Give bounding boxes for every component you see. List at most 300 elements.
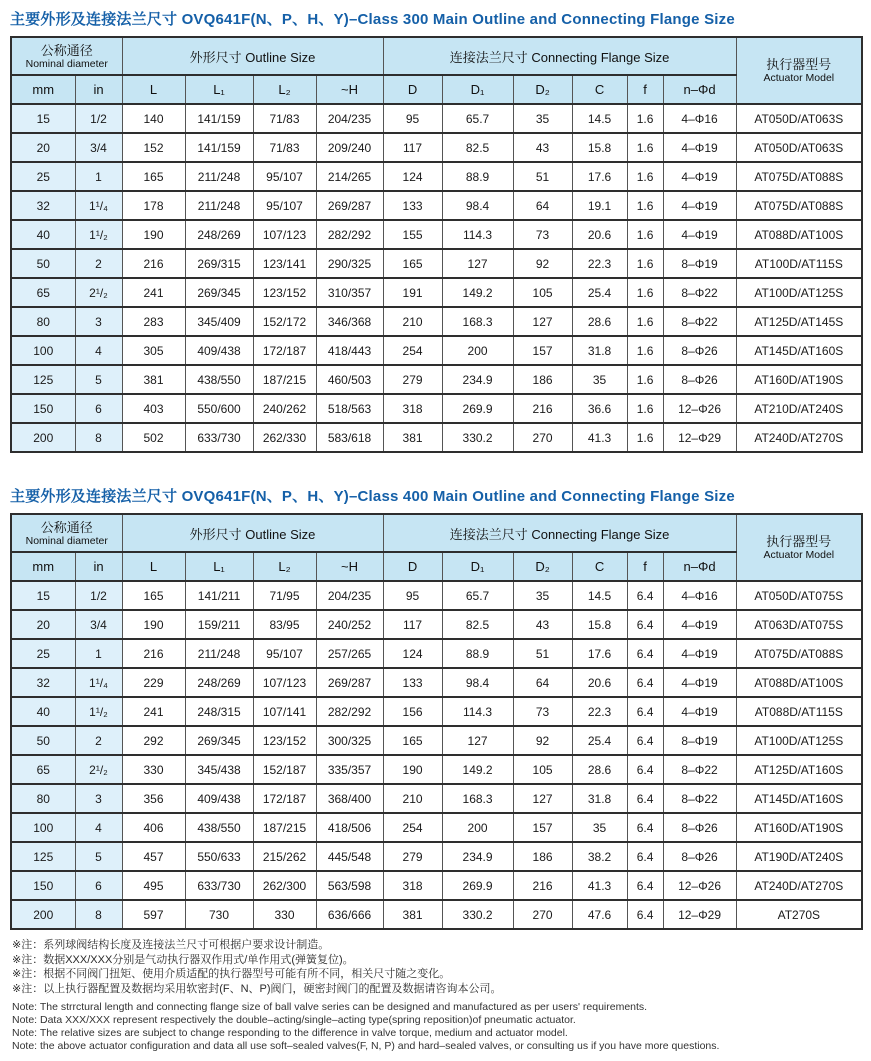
table-cell: 15.8	[572, 133, 627, 162]
table-cell: 248/269	[185, 220, 253, 249]
table-cell: 41.3	[572, 871, 627, 900]
table-row	[11, 900, 862, 929]
table-cell: 215/262	[253, 842, 316, 871]
table-cell: 88.9	[442, 639, 513, 668]
table-cell: 28.6	[572, 307, 627, 336]
table-row	[11, 104, 862, 133]
table-cell: 64	[513, 191, 572, 220]
table-cell: 31.8	[572, 784, 627, 813]
table-row	[11, 697, 862, 726]
table-cell: 8–Φ19	[663, 726, 736, 755]
table-cell: 279	[383, 842, 442, 871]
table-cell: 20	[11, 610, 75, 639]
table-cell: 6.4	[627, 581, 663, 610]
col-header-f: f	[627, 552, 663, 581]
table-cell: 100	[11, 336, 75, 365]
table-cell: 22.3	[572, 697, 627, 726]
table-cell: 36.6	[572, 394, 627, 423]
table-cell: 318	[383, 394, 442, 423]
table-cell: 12–Φ29	[663, 900, 736, 929]
table-cell: 2¹/₂	[75, 278, 122, 307]
table-row	[11, 394, 862, 423]
connecting-flange-header: 连接法兰尺寸 Connecting Flange Size	[383, 37, 736, 75]
table-cell: 403	[122, 394, 185, 423]
table-cell: 270	[513, 423, 572, 452]
table-cell: 6.4	[627, 871, 663, 900]
table-row	[11, 249, 862, 278]
table-cell: 149.2	[442, 278, 513, 307]
table-cell: AT160D/AT190S	[736, 365, 862, 394]
table-cell: 290/325	[316, 249, 383, 278]
table-cell: 127	[513, 307, 572, 336]
table-cell: 495	[122, 871, 185, 900]
table-cell: 15.8	[572, 610, 627, 639]
table-cell: 47.6	[572, 900, 627, 929]
table-cell: 200	[442, 813, 513, 842]
nominal-diameter-zh: 公称通径	[40, 42, 93, 58]
table-cell: 730	[185, 900, 253, 929]
table-cell: 82.5	[442, 610, 513, 639]
table-cell: 107/123	[253, 220, 316, 249]
table-cell: 140	[122, 104, 185, 133]
table-cell: 50	[11, 726, 75, 755]
table-cell: AT100D/AT125S	[736, 278, 862, 307]
table-cell: AT100D/AT115S	[736, 249, 862, 278]
col-header-D: D	[383, 75, 442, 104]
table-cell: AT190D/AT240S	[736, 842, 862, 871]
table-cell: 92	[513, 249, 572, 278]
table-cell: 4	[75, 813, 122, 842]
table-cell: 211/248	[185, 162, 253, 191]
table-cell: 8–Φ26	[663, 813, 736, 842]
table-cell: 20.6	[572, 220, 627, 249]
table-cell: 35	[513, 104, 572, 133]
col-header-D2: D₂	[513, 552, 572, 581]
table-cell: 409/438	[185, 336, 253, 365]
table-cell: AT075D/AT088S	[736, 639, 862, 668]
table-cell: 6.4	[627, 784, 663, 813]
note-line-en: Note: Data XXX/XXX represent respectively the double–acting/single–acting type(spring reposition)of pneumatic actuator.	[12, 1014, 576, 1026]
table-cell: 152	[122, 133, 185, 162]
table-row	[11, 278, 862, 307]
table-cell: 241	[122, 278, 185, 307]
table-cell: 32	[11, 191, 75, 220]
table-cell: AT050D/AT075S	[736, 581, 862, 610]
table-header-cols-row	[11, 552, 862, 581]
table-row	[11, 639, 862, 668]
nominal-diameter-en: Nominal diameter	[25, 57, 108, 70]
table-cell: 2	[75, 249, 122, 278]
col-header-L1: L₁	[185, 75, 253, 104]
table-cell: 117	[383, 610, 442, 639]
table-cell: 125	[11, 842, 75, 871]
class300-section-title: 主要外形及连接法兰尺寸 OVQ641F(N、P、H、Y)–Class 300 Main Outline and Connecting Flange Size	[10, 11, 735, 28]
note-line-zh: ※注：根据不同阀门扭矩、使用介质适配的执行器型号可能有所不同，相关尺寸随之变化。	[12, 968, 451, 980]
table-row	[11, 842, 862, 871]
table-cell: 1.6	[627, 394, 663, 423]
table-cell: 8	[75, 900, 122, 929]
table-cell: 269/287	[316, 191, 383, 220]
table-cell: AT088D/AT100S	[736, 668, 862, 697]
table-cell: 168.3	[442, 307, 513, 336]
table-cell: 262/300	[253, 871, 316, 900]
table-cell: 65	[11, 755, 75, 784]
table-cell: 6.4	[627, 726, 663, 755]
table-header-group-row	[11, 514, 862, 552]
table-cell: 6.4	[627, 842, 663, 871]
table-cell: AT240D/AT270S	[736, 423, 862, 452]
table-cell: 105	[513, 278, 572, 307]
table-cell: 1.6	[627, 278, 663, 307]
col-header-D2: D₂	[513, 75, 572, 104]
table-cell: 165	[122, 162, 185, 191]
table-cell: 35	[572, 813, 627, 842]
col-header-C: C	[572, 75, 627, 104]
table-cell: 269/345	[185, 726, 253, 755]
table-row	[11, 162, 862, 191]
table-cell: 187/215	[253, 813, 316, 842]
table-cell: AT075D/AT088S	[736, 191, 862, 220]
table-cell: 114.3	[442, 697, 513, 726]
table-cell: 114.3	[442, 220, 513, 249]
table-cell: 210	[383, 784, 442, 813]
note-line-zh: ※注：以上执行器配置及数据均采用软密封(F、N、P)阀门，硬密封阀门的配置及数据请咨询本公司。	[12, 982, 502, 995]
col-header-mm: mm	[11, 75, 75, 104]
table-cell: 15	[11, 581, 75, 610]
table-row	[11, 784, 862, 813]
table-cell: 43	[513, 610, 572, 639]
table-cell: 8–Φ26	[663, 336, 736, 365]
table-row	[11, 423, 862, 452]
table-cell: 172/187	[253, 336, 316, 365]
table-cell: 127	[442, 726, 513, 755]
outline-size-header: 外形尺寸 Outline Size	[122, 514, 383, 552]
table-cell: 4–Φ19	[663, 162, 736, 191]
table-cell: 51	[513, 162, 572, 191]
table-cell: 305	[122, 336, 185, 365]
table-cell: 50	[11, 249, 75, 278]
table-cell: 4–Φ16	[663, 581, 736, 610]
table-cell: 216	[122, 639, 185, 668]
table-cell: 6.4	[627, 900, 663, 929]
table-cell: 4–Φ16	[663, 104, 736, 133]
table-cell: 107/123	[253, 668, 316, 697]
actuator-model-header	[736, 37, 862, 104]
table-cell: 211/248	[185, 191, 253, 220]
table-cell: 310/357	[316, 278, 383, 307]
table-cell: 368/400	[316, 784, 383, 813]
table-cell: 20	[11, 133, 75, 162]
table-row	[11, 813, 862, 842]
table-cell: AT088D/AT100S	[736, 220, 862, 249]
table-row	[11, 220, 862, 249]
table-cell: AT063D/AT075S	[736, 610, 862, 639]
table-cell: 186	[513, 842, 572, 871]
table-cell: 51	[513, 639, 572, 668]
col-header-L: L	[122, 552, 185, 581]
table-cell: 17.6	[572, 639, 627, 668]
table-cell: 8	[75, 423, 122, 452]
table-cell: 5	[75, 842, 122, 871]
table-cell: 32	[11, 668, 75, 697]
note-line-zh: ※注：系列球阀结构长度及连接法兰尺寸可根据户要求设计制造。	[12, 939, 330, 951]
table-cell: 335/357	[316, 755, 383, 784]
table-cell: 241	[122, 697, 185, 726]
table-cell: 248/269	[185, 668, 253, 697]
table-cell: 1.6	[627, 162, 663, 191]
table-row	[11, 581, 862, 610]
table-cell: 17.6	[572, 162, 627, 191]
table-cell: 165	[383, 726, 442, 755]
table-cell: 406	[122, 813, 185, 842]
table-cell: AT160D/AT190S	[736, 813, 862, 842]
col-header-C: C	[572, 552, 627, 581]
table-cell: 583/618	[316, 423, 383, 452]
table-cell: 1.6	[627, 307, 663, 336]
table-cell: 550/600	[185, 394, 253, 423]
table-cell: 38.2	[572, 842, 627, 871]
table-cell: 3/4	[75, 610, 122, 639]
table-cell: 95/107	[253, 639, 316, 668]
table-cell: 157	[513, 336, 572, 365]
table-cell: 4–Φ19	[663, 610, 736, 639]
table-cell: 234.9	[442, 365, 513, 394]
table-cell: 12–Φ26	[663, 394, 736, 423]
table-cell: 6.4	[627, 610, 663, 639]
table-cell: 633/730	[185, 871, 253, 900]
table-cell: 95	[383, 104, 442, 133]
table-cell: 6	[75, 871, 122, 900]
table-cell: 28.6	[572, 755, 627, 784]
table-cell: 3	[75, 307, 122, 336]
table-cell: 80	[11, 784, 75, 813]
table-cell: 80	[11, 307, 75, 336]
table-cell: 356	[122, 784, 185, 813]
table-cell: 123/152	[253, 278, 316, 307]
table-cell: 240/262	[253, 394, 316, 423]
table-cell: 190	[122, 610, 185, 639]
notes-english	[12, 1001, 861, 1053]
col-header-mm: mm	[11, 552, 75, 581]
table-cell: 445/548	[316, 842, 383, 871]
table-cell: 65.7	[442, 581, 513, 610]
table-cell: 1.6	[627, 336, 663, 365]
col-header-D1: D₁	[442, 75, 513, 104]
table-cell: 460/503	[316, 365, 383, 394]
table-cell: 8–Φ26	[663, 842, 736, 871]
col-header-L: L	[122, 75, 185, 104]
class300-spec-table	[10, 36, 863, 453]
table-cell: 1¹/₄	[75, 191, 122, 220]
table-cell: 133	[383, 668, 442, 697]
table-cell: 12–Φ29	[663, 423, 736, 452]
table-cell: 381	[383, 423, 442, 452]
note-line-zh: ※注：数据XXX/XXX分别是气动执行器双作用式/单作用式(弹簧复位)。	[12, 953, 354, 966]
table-cell: AT210D/AT240S	[736, 394, 862, 423]
table-cell: 6.4	[627, 755, 663, 784]
table-cell: 150	[11, 871, 75, 900]
table-cell: 71/83	[253, 104, 316, 133]
table-cell: AT240D/AT270S	[736, 871, 862, 900]
table-cell: 168.3	[442, 784, 513, 813]
table-cell: 83/95	[253, 610, 316, 639]
table-cell: 71/95	[253, 581, 316, 610]
actuator-model-en: Actuator Model	[763, 72, 835, 84]
table-cell: 200	[11, 900, 75, 929]
outline-size-header: 外形尺寸 Outline Size	[122, 37, 383, 75]
table-cell: 64	[513, 668, 572, 697]
table-cell: 257/265	[316, 639, 383, 668]
table-cell: 240/252	[316, 610, 383, 639]
actuator-model-zh: 执行器型号	[766, 57, 832, 72]
table-cell: 1.6	[627, 104, 663, 133]
table-cell: 518/563	[316, 394, 383, 423]
table-row	[11, 871, 862, 900]
table-cell: 4–Φ19	[663, 220, 736, 249]
table-cell: 141/159	[185, 133, 253, 162]
table-cell: 41.3	[572, 423, 627, 452]
table-cell: 127	[442, 249, 513, 278]
table-row	[11, 726, 862, 755]
table-cell: 1.6	[627, 365, 663, 394]
table-cell: 107/141	[253, 697, 316, 726]
table-row	[11, 191, 862, 220]
col-header-in: in	[75, 75, 122, 104]
table-cell: 157	[513, 813, 572, 842]
table-cell: 1	[75, 162, 122, 191]
table-cell: 190	[383, 755, 442, 784]
table-cell: 14.5	[572, 581, 627, 610]
actuator-model-header	[736, 514, 862, 581]
table-cell: 214/265	[316, 162, 383, 191]
table-cell: 127	[513, 784, 572, 813]
table-cell: 31.8	[572, 336, 627, 365]
table-cell: 330.2	[442, 900, 513, 929]
table-cell: 282/292	[316, 697, 383, 726]
table-cell: 95/107	[253, 162, 316, 191]
table-cell: 73	[513, 697, 572, 726]
table-cell: 124	[383, 162, 442, 191]
table-cell: 35	[572, 365, 627, 394]
table-cell: 216	[513, 871, 572, 900]
table-cell: 438/550	[185, 365, 253, 394]
table-cell: 191	[383, 278, 442, 307]
table-cell: 8–Φ22	[663, 278, 736, 307]
table-cell: 8–Φ22	[663, 784, 736, 813]
table-cell: 345/438	[185, 755, 253, 784]
table-cell: 211/248	[185, 639, 253, 668]
table-cell: 633/730	[185, 423, 253, 452]
table-cell: 133	[383, 191, 442, 220]
table-cell: 204/235	[316, 581, 383, 610]
table-cell: 269/345	[185, 278, 253, 307]
table-cell: 1¹/₄	[75, 668, 122, 697]
table-cell: 209/240	[316, 133, 383, 162]
table-cell: 262/330	[253, 423, 316, 452]
col-header-D: D	[383, 552, 442, 581]
table-cell: 200	[11, 423, 75, 452]
table-cell: 438/550	[185, 813, 253, 842]
table-cell: 6.4	[627, 697, 663, 726]
table-cell: 155	[383, 220, 442, 249]
table-cell: 19.1	[572, 191, 627, 220]
table-cell: 1.6	[627, 249, 663, 278]
table-cell: 88.9	[442, 162, 513, 191]
table-cell: 200	[442, 336, 513, 365]
nominal-diameter-zh: 公称通径	[40, 519, 93, 535]
col-header-L2: L₂	[253, 75, 316, 104]
table-cell: 152/187	[253, 755, 316, 784]
table-cell: 100	[11, 813, 75, 842]
table-cell: 3/4	[75, 133, 122, 162]
table-cell: 141/211	[185, 581, 253, 610]
table-cell: 418/506	[316, 813, 383, 842]
table-cell: 4–Φ19	[663, 191, 736, 220]
table-cell: 636/666	[316, 900, 383, 929]
table-cell: 1¹/₂	[75, 220, 122, 249]
col-header-n-phi-d: n–Φd	[663, 552, 736, 581]
table-cell: 95/107	[253, 191, 316, 220]
table-cell: 210	[383, 307, 442, 336]
table-cell: 25.4	[572, 726, 627, 755]
table-cell: 4–Φ19	[663, 639, 736, 668]
table-cell: 25	[11, 162, 75, 191]
table-cell: 190	[122, 220, 185, 249]
table-header-group-row	[11, 37, 862, 75]
table-cell: 234.9	[442, 842, 513, 871]
table-cell: 330.2	[442, 423, 513, 452]
table-cell: 330	[253, 900, 316, 929]
table-cell: 216	[122, 249, 185, 278]
table-row	[11, 133, 862, 162]
class300-table-body	[11, 104, 862, 452]
table-row	[11, 336, 862, 365]
table-cell: AT270S	[736, 900, 862, 929]
actuator-model-zh: 执行器型号	[766, 534, 832, 549]
table-cell: 8–Φ22	[663, 307, 736, 336]
table-cell: 254	[383, 813, 442, 842]
table-cell: 292	[122, 726, 185, 755]
table-row	[11, 610, 862, 639]
table-cell: 2	[75, 726, 122, 755]
table-cell: 300/325	[316, 726, 383, 755]
table-cell: 1.6	[627, 133, 663, 162]
table-cell: 156	[383, 697, 442, 726]
table-cell: 269.9	[442, 871, 513, 900]
table-cell: 8–Φ26	[663, 365, 736, 394]
table-cell: 141/159	[185, 104, 253, 133]
table-cell: 330	[122, 755, 185, 784]
table-row	[11, 668, 862, 697]
note-line-en: Note: The relative sizes are subject to change responding to the difference in valve torque, medium and actuator model.	[12, 1027, 568, 1039]
table-cell: 8–Φ19	[663, 249, 736, 278]
col-header-H: ~H	[316, 75, 383, 104]
table-cell: 550/633	[185, 842, 253, 871]
table-cell: 65.7	[442, 104, 513, 133]
table-cell: 1.6	[627, 423, 663, 452]
table-cell: AT125D/AT160S	[736, 755, 862, 784]
class400-section-title: 主要外形及连接法兰尺寸 OVQ641F(N、P、H、Y)–Class 400 Main Outline and Connecting Flange Size	[10, 488, 735, 505]
table-cell: AT050D/AT063S	[736, 104, 862, 133]
table-cell: 14.5	[572, 104, 627, 133]
table-cell: AT050D/AT063S	[736, 133, 862, 162]
actuator-model-en: Actuator Model	[763, 549, 835, 561]
table-cell: 73	[513, 220, 572, 249]
table-cell: 98.4	[442, 668, 513, 697]
table-cell: 345/409	[185, 307, 253, 336]
table-cell: 279	[383, 365, 442, 394]
table-cell: 12–Φ26	[663, 871, 736, 900]
